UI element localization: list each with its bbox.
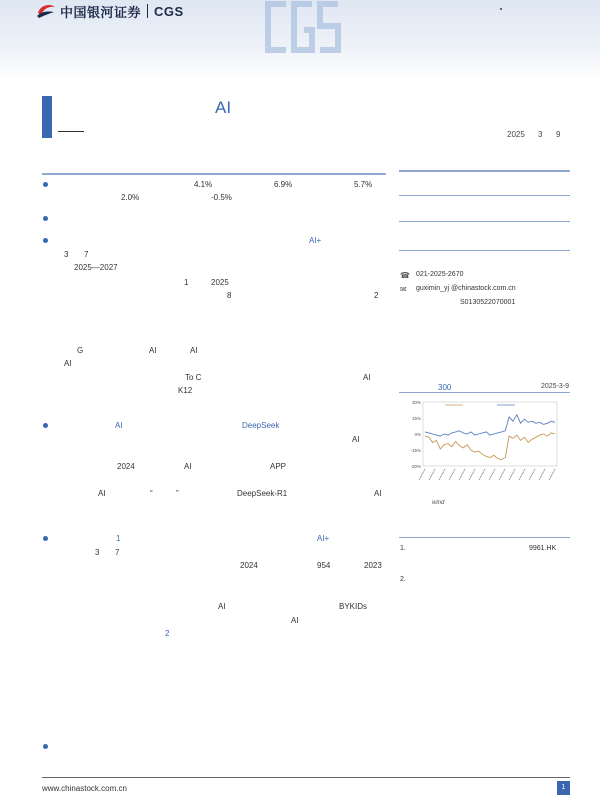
chart-rule xyxy=(399,392,570,393)
email-icon: ✉ xyxy=(400,285,407,294)
x-tick-mark xyxy=(549,469,555,480)
stat-value: 5.7% xyxy=(354,180,373,189)
x-tick-mark xyxy=(519,469,525,480)
decorative-dot xyxy=(500,8,502,10)
highlight-text: AI+ xyxy=(317,534,330,543)
price-chart xyxy=(399,396,570,492)
section-divider xyxy=(42,173,386,175)
x-tick-mark xyxy=(539,469,545,480)
body-text: AI xyxy=(149,346,157,355)
x-tick-mark xyxy=(489,469,495,480)
body-text: 7 xyxy=(84,250,89,259)
x-tick-mark xyxy=(419,469,425,480)
x-tick-mark xyxy=(479,469,485,480)
bullet-dot xyxy=(43,182,48,187)
x-tick-mark xyxy=(449,469,455,480)
body-text: 2023 xyxy=(364,561,382,570)
analyst-cert: S0130522070001 xyxy=(460,299,516,306)
logo-en-text: CGS xyxy=(154,3,184,19)
footer-url[interactable]: www.chinastock.com.cn xyxy=(42,784,127,793)
x-tick-mark xyxy=(429,469,435,480)
body-text: 2024 xyxy=(240,561,258,570)
body-text: 7 xyxy=(115,548,120,557)
body-text: BYKIDs xyxy=(339,602,368,611)
highlight-text: 2 xyxy=(165,629,170,638)
page-number: 1 xyxy=(557,781,570,795)
highlight-text: AI xyxy=(115,421,123,430)
bullet-dot xyxy=(43,744,48,749)
y-tick-label: 0% xyxy=(414,432,421,437)
stat-value: 6.9% xyxy=(274,180,293,189)
body-text: 2025 xyxy=(211,278,229,287)
title-accent-bar xyxy=(42,96,52,138)
logo-divider xyxy=(147,4,148,18)
body-text: 3 xyxy=(64,250,69,259)
body-text: AI xyxy=(98,489,106,498)
body-text: AI xyxy=(291,616,299,625)
note-number: 1. xyxy=(400,545,406,552)
body-text: To C xyxy=(185,373,202,382)
analyst-phone: 021-2025-2670 xyxy=(416,271,464,278)
sidebar-rule xyxy=(399,195,570,196)
report-date-month: 3 xyxy=(538,130,543,139)
bullet-dot xyxy=(43,423,48,428)
body-text: 2024 xyxy=(117,462,135,471)
sidebar-rule xyxy=(399,170,570,172)
body-text: 2025—2027 xyxy=(74,263,118,272)
bullet-dot xyxy=(43,238,48,243)
bullet-dot xyxy=(43,216,48,221)
sidebar-rule xyxy=(399,537,570,538)
report-date-day: 9 xyxy=(556,130,561,139)
x-tick-mark xyxy=(459,469,465,480)
chart-title: 300 xyxy=(438,383,452,392)
body-text: DeepSeek-R1 xyxy=(237,489,288,498)
chart-source: wind xyxy=(432,500,445,506)
y-tick-label: -30% xyxy=(410,464,421,469)
body-text: APP xyxy=(270,462,287,471)
body-text: ” xyxy=(176,489,179,498)
y-tick-label: -15% xyxy=(410,448,421,453)
analyst-email[interactable]: guximin_yj @chinastock.com.cn xyxy=(416,285,516,292)
report-title: AI xyxy=(215,98,232,117)
body-text: AI xyxy=(184,462,192,471)
body-text: AI xyxy=(218,602,226,611)
x-tick-mark xyxy=(509,469,515,480)
highlight-text: 1 xyxy=(116,534,121,543)
stat-value: -0.5% xyxy=(211,193,232,202)
y-tick-label: 30% xyxy=(411,400,421,405)
chart-frame xyxy=(423,402,557,466)
note-number: 2. xyxy=(400,576,406,583)
body-text: G xyxy=(77,346,84,355)
note-ticker: 9961.HK xyxy=(529,545,557,552)
body-text: 954 xyxy=(317,561,331,570)
x-tick-mark xyxy=(439,469,445,480)
body-text: 3 xyxy=(95,548,100,557)
body-text: 1 xyxy=(184,278,189,287)
logo-mark-icon xyxy=(36,3,56,19)
body-text: 8 xyxy=(227,291,232,300)
stat-value: 2.0% xyxy=(121,193,140,202)
body-text: 2 xyxy=(374,291,379,300)
x-tick-mark xyxy=(499,469,505,480)
body-text: AI xyxy=(363,373,371,382)
series-line-0 xyxy=(425,433,555,460)
body-text: “ xyxy=(150,489,153,498)
watermark-logo xyxy=(262,0,342,56)
bullet-dot xyxy=(43,536,48,541)
highlight-text: AI+ xyxy=(309,236,322,245)
x-tick-mark xyxy=(469,469,475,480)
body-text: K12 xyxy=(178,386,193,395)
x-tick-mark xyxy=(529,469,535,480)
title-underline xyxy=(58,131,84,132)
body-text: AI xyxy=(190,346,198,355)
report-date-year: 2025 xyxy=(507,130,525,139)
body-text: AI xyxy=(352,435,360,444)
phone-icon: ☎ xyxy=(400,271,410,280)
company-logo xyxy=(36,2,184,20)
series-line-1 xyxy=(425,415,555,436)
chart-date: 2025-3-9 xyxy=(541,383,570,390)
y-tick-label: 15% xyxy=(411,416,421,421)
footer-rule xyxy=(42,777,570,778)
sidebar-rule xyxy=(399,221,570,222)
logo-cn-text: 中国银河证券 xyxy=(60,4,142,20)
body-text: AI xyxy=(64,359,72,368)
body-text: AI xyxy=(374,489,382,498)
sidebar-rule xyxy=(399,250,570,251)
highlight-text: DeepSeek xyxy=(242,421,280,430)
stat-value: 4.1% xyxy=(194,180,213,189)
